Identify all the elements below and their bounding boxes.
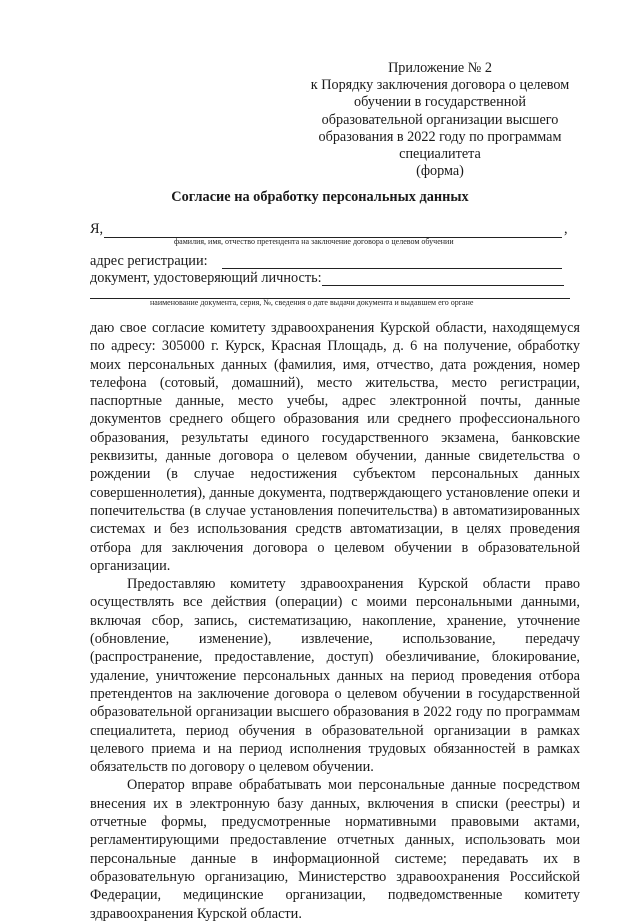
name-prefix: Я, (90, 221, 104, 237)
appendix-line: (форма) (416, 163, 464, 180)
address-field-line[interactable] (222, 268, 562, 269)
appendix-header (310, 60, 570, 180)
consent-paragraph: Оператор вправе обрабатывать мои персональные данные посредством внесения их в электронную базу данных, включения в списки (реестры) и отчетные формы, предусмотренные нормативными правовыми актами, регламентирующими предоставление отчетных данных, использовать мои персональные данные в информационной системе; передавать их в образовательную организацию, Министерство здравоохранения Российской Федерации, медицинские организации, подведомственные комитету здравоохранения Курской области. (90, 777, 580, 922)
document-field-line[interactable] (322, 285, 564, 286)
address-label: адрес регистрации: (90, 253, 208, 269)
document-title: Согласие на обработку персональных данных (171, 189, 469, 205)
appendix-line: Приложение № 2 (388, 60, 492, 76)
appendix-line: образования в 2022 году по программам (318, 128, 562, 145)
appendix-line: образовательной организации высшего (321, 111, 559, 128)
consent-paragraph: Предоставляю комитету здравоохранения Курской области право осуществлять все действия (операции) с моими персональными данными, включая сбор, запись, систематизацию, накопление, хранение, уточнение (обновление, изменение), извлечение, использование, передачу (распространение, предоставление, доступ) обезличивание, блокирование, удаление, уничтожение персональных данных на период проведения отбора претендентов на заключение договора о целевом обучении в государственной образовательной организации высшего образования в 2022 году по программам специалитета, период обучения в образовательной организации в рамках целевого приема и на период исполнения трудовых обязанностей в рамках обязательств по договору о целевом обучении. (90, 576, 580, 776)
appendix-line: к Порядку заключения договора о целевом (310, 77, 570, 94)
name-caption: фамилия, имя, отчество претендента на заключение договора о целевом обучении (174, 237, 454, 246)
consent-body (90, 319, 580, 923)
document-label: документ, удостоверяющий личность: (90, 270, 322, 286)
document-caption: наименование документа, серия, №, сведения о дате выдачи документа и выдавшем его органе (150, 298, 474, 307)
consent-paragraph: даю свое согласие комитету здравоохранения Курской области, находящемуся по адресу: 305000 г. Курск, Красная Площадь, д. 6 на получение, обработку моих персональных данных (фамилия, имя, отчество, дата рождения, номер телефона (сотовый, домашний), место жительства, место регистрации, паспортные данные, место учебы, адрес электронной почты, данные документов среднего общего образования или среднего профессионального образования, результаты единого государственного экзамена, банковские реквизиты, данные договора о целевом обучении, данные свидетельства о рождении (в случае недостижения субъектом персональных данных совершеннолетия), данные документа, подтверждающего установление опеки и попечительства (в случае установления попечительства) в автоматизированных системах и без использования средств автоматизации, в целях проведения отбора для заключения договора о целевом обучении в образовательной организации. (90, 320, 580, 574)
appendix-line: обучении в государственной (354, 94, 526, 111)
name-suffix: , (564, 221, 568, 237)
appendix-line: специалитета (399, 146, 481, 163)
